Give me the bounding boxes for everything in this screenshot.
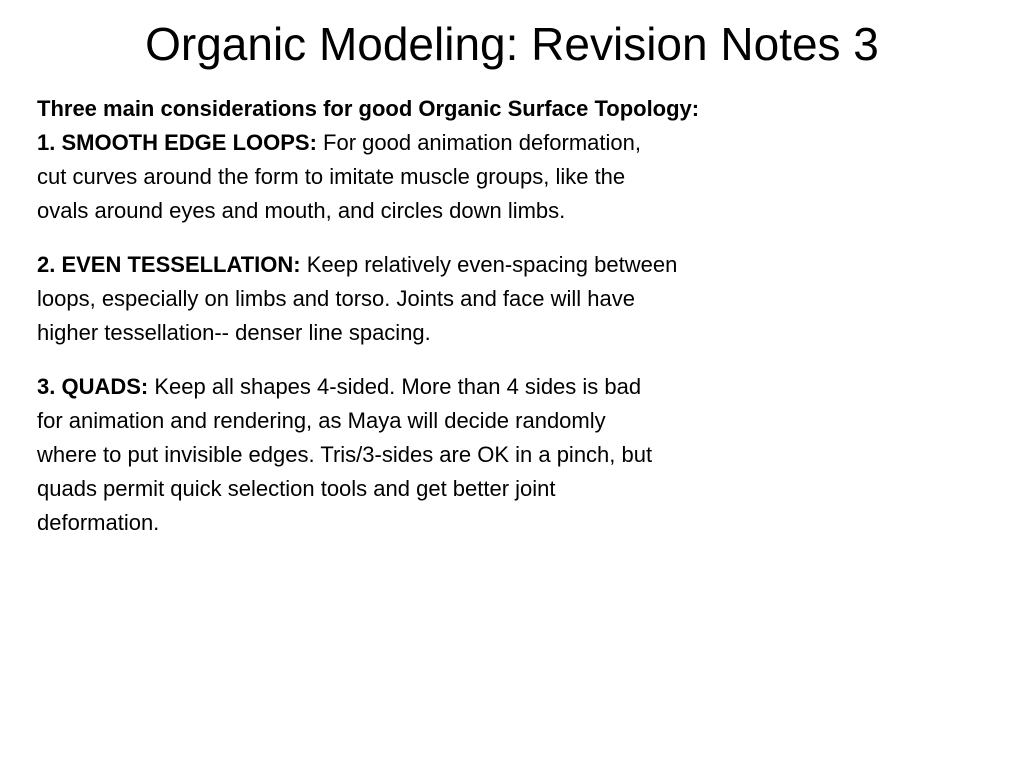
intro-text: Three main considerations for good Organic Surface Topology:	[37, 96, 700, 121]
point-line: quads permit quick selection tools and get better joint	[37, 476, 556, 501]
point-line: ovals around eyes and mouth, and circles down limbs.	[37, 198, 566, 223]
point-line: cut curves around the form to imitate muscle groups, like the	[37, 164, 626, 189]
point-heading: 2. EVEN TESSELLATION:	[37, 252, 301, 277]
point-line: higher tessellation-- denser line spacing.	[37, 320, 431, 345]
point-heading: 3. QUADS:	[37, 374, 149, 399]
slide-body	[37, 92, 777, 560]
slide-title: Organic Modeling: Revision Notes 3	[145, 18, 879, 70]
point-quads	[37, 370, 777, 540]
point-heading: 1. SMOOTH EDGE LOOPS:	[37, 130, 317, 155]
point-text: Keep relatively even-spacing between	[300, 252, 678, 277]
point-line	[37, 370, 777, 404]
point-line: deformation.	[37, 510, 160, 535]
point-text: For good animation deformation,	[316, 130, 641, 155]
point-line	[37, 248, 777, 282]
point-line: loops, especially on limbs and torso. Joints and face will have	[37, 286, 635, 311]
point-text: Keep all shapes 4-sided. More than 4 sides is bad	[148, 374, 642, 399]
point-even-tessellation	[37, 248, 777, 350]
point-line	[37, 126, 777, 160]
point-smooth-edge-loops	[37, 92, 777, 228]
point-line: for animation and rendering, as Maya will decide randomly	[37, 408, 606, 433]
point-line: where to put invisible edges. Tris/3-sides are OK in a pinch, but	[37, 442, 653, 467]
